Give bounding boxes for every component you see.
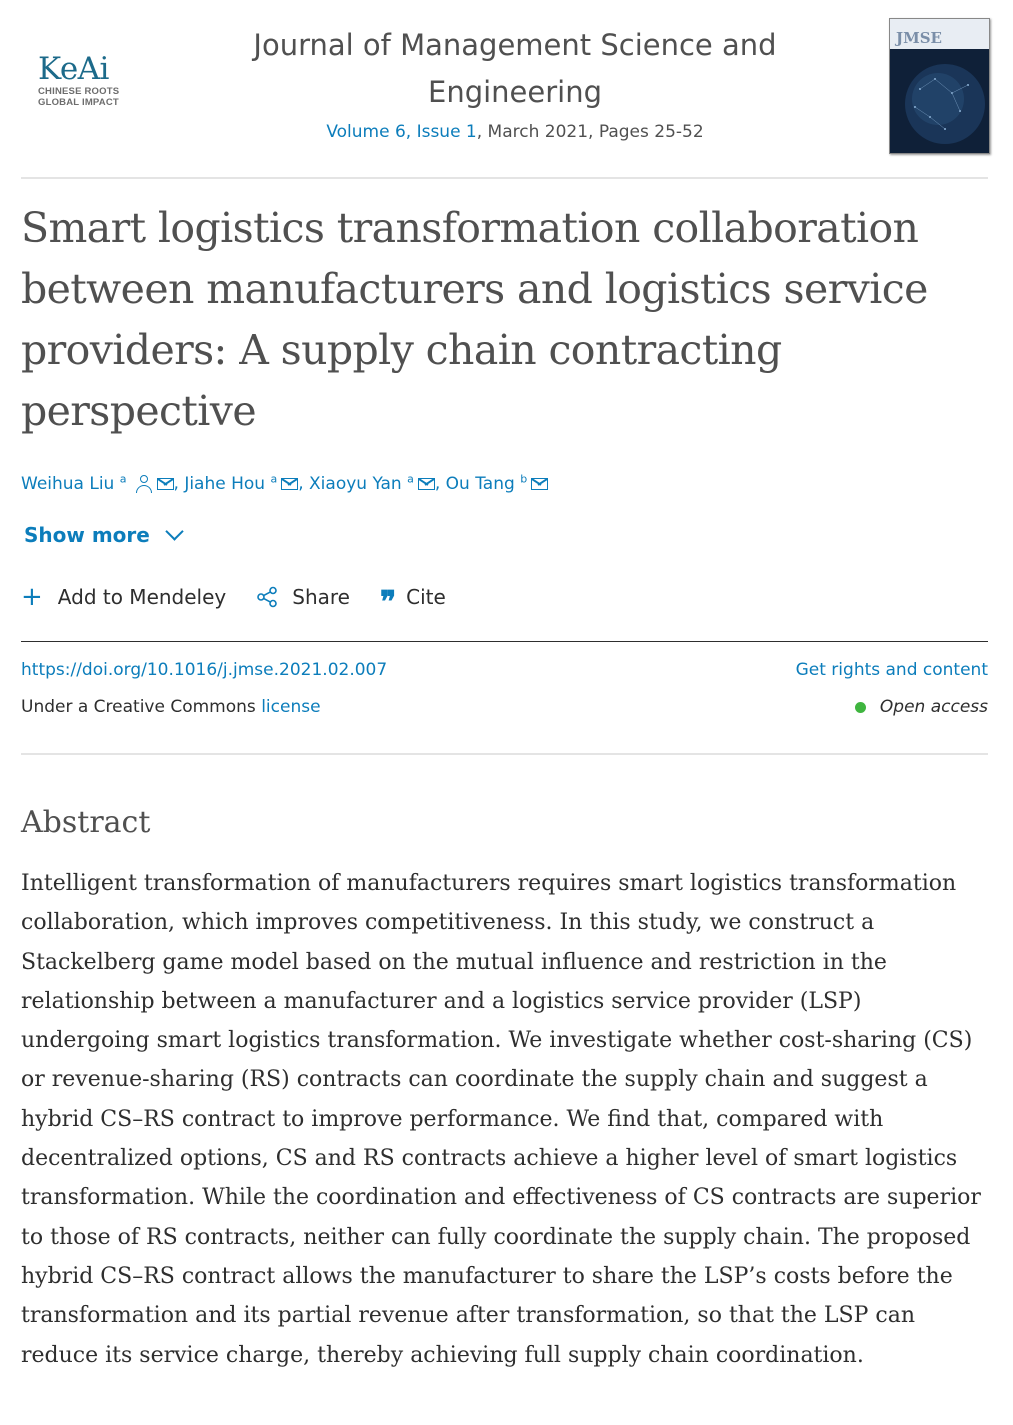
chevron-down-icon [165, 522, 183, 540]
add-to-mendeley-button[interactable] [21, 582, 227, 612]
cite-button[interactable] [379, 585, 446, 620]
journal-title-link[interactable]: Journal of Management Science and Engineering [253, 28, 777, 109]
add-to-mendeley-label: Add to Mendeley [57, 585, 227, 609]
publisher-logo[interactable] [38, 52, 138, 108]
meta-divider [21, 753, 988, 755]
show-more-label: Show more [24, 523, 150, 547]
license-prefix: Under a Creative Commons [21, 697, 262, 717]
author-name: Ou Tang [445, 473, 515, 494]
license-link[interactable]: license [261, 697, 321, 717]
open-access-label: Open access [879, 697, 988, 717]
logo-tagline-2: GLOBAL IMPACT [38, 97, 119, 108]
cover-artwork [890, 49, 989, 153]
quote-icon: ❞ [379, 585, 394, 620]
license-info [21, 697, 321, 717]
logo-tagline-1: CHINESE ROOTS [38, 86, 120, 97]
share-icon [256, 586, 278, 608]
author-link[interactable] [446, 474, 528, 494]
share-label: Share [292, 585, 350, 609]
abstract-heading: Abstract [21, 805, 151, 840]
article-actions [21, 582, 476, 620]
author-name: Weihua Liu [21, 473, 115, 494]
doi-link[interactable]: https://doi.org/10.1016/j.jmse.2021.02.007 [21, 660, 388, 680]
corresponding-author-icon[interactable] [135, 474, 153, 492]
cover-banner [890, 19, 989, 49]
abstract-text: Intelligent transformation of manufacturers requires smart logistics transformation collaboration, which improves competitiveness. In this study, we construct a Stackelberg game model based on the mutual influence and restriction in the relationship between a manufacturer and a logistics service provider (LSP) undergoing smart logistics transformation. We investigate whether cost-sharing (CS) or revenue-sharing (RS) contracts can coordinate the supply chain and suggest a hybrid CS–RS contract to improve performance. We find that, compared with decentralized options, CS and RS contracts achieve a higher level of smart logistics transformation. While the coordination and effectiveness of CS contracts are superior to those of RS contracts, neither can fully coordinate the supply chain. The proposed hybrid CS–RS contract allows the manufacturer to share the LSP’s costs before the transformation and its partial revenue after transformation, so that the LSP can reduce its service charge, thereby achieving full supply chain coordination. [21, 871, 981, 1368]
email-icon[interactable] [281, 478, 298, 490]
email-icon[interactable] [418, 478, 435, 490]
affiliation-marker: b [520, 472, 528, 485]
author-name: Jiahe Hou [184, 473, 266, 494]
open-access-dot-icon [855, 702, 866, 713]
open-access-badge [855, 697, 988, 717]
email-icon[interactable] [157, 478, 174, 490]
cite-label: Cite [406, 585, 446, 609]
share-button[interactable] [256, 585, 350, 609]
author-link[interactable] [21, 474, 127, 494]
cover-title: JMSE [896, 29, 942, 47]
author-list: Weihua Liu $^a$ , Jiahe Hou $^a$ , Xiaoyu Yan $^a$ , Ou Tang $^b$ [21, 472, 981, 494]
issue-link[interactable]: Volume 6, Issue 1 [326, 122, 477, 142]
author-link[interactable] [309, 474, 414, 494]
logo-wordmark: KeAi [38, 51, 109, 87]
affiliation-marker: a [407, 472, 414, 485]
author-link[interactable] [184, 474, 277, 494]
plus-icon: + [21, 582, 43, 612]
author-name: Xiaoyu Yan [309, 473, 402, 494]
affiliation-marker: a [119, 472, 127, 485]
affiliation-marker: a [270, 472, 278, 485]
actions-divider [21, 641, 988, 642]
issue-info [200, 122, 830, 142]
issue-date-pages: , March 2021, Pages 25-52 [476, 122, 704, 142]
article-title: Smart logistics transformation collaboration between manufacturers and logistics service providers: A supply chain contracting perspective [21, 204, 928, 435]
get-rights-link[interactable]: Get rights and content [795, 660, 988, 680]
journal-cover-image[interactable] [889, 18, 990, 154]
show-more-button[interactable] [24, 523, 181, 547]
header-divider [21, 177, 988, 179]
email-icon[interactable] [531, 478, 548, 490]
